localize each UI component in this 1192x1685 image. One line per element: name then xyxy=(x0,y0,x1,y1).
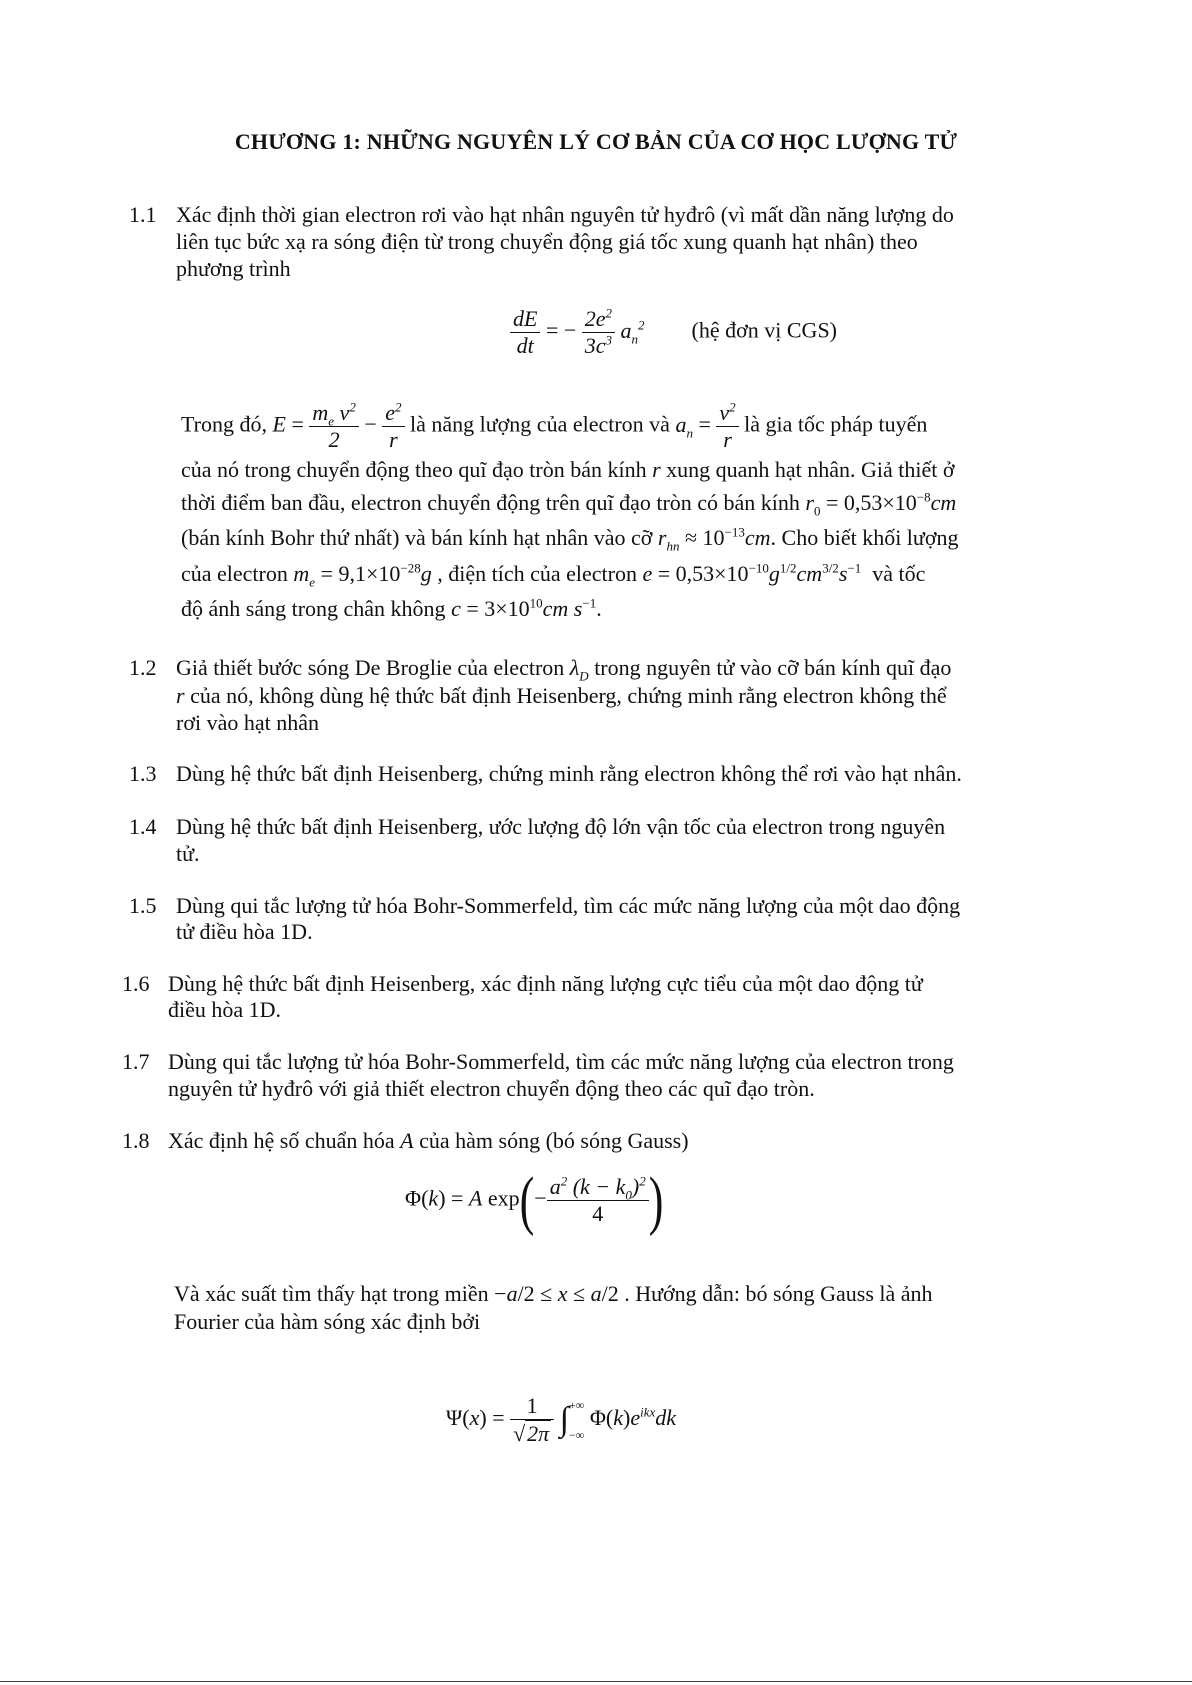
problem-text: điều hòa 1D. xyxy=(168,997,282,1022)
problem-number: 1.5 xyxy=(129,893,157,918)
problem-text-line: Trong đó, E = $\frac{m_e v^2}{2}$ − $\frac{e^2}{r}$ là năng lượng của electron và $a_n$ = $\frac{v^2}{r}$ là gia tốc pháp tuyến xyxy=(181,399,928,452)
problem-text-line: Và xác suất tìm thấy hạt trong miền −a/2 ≤ x ≤ a/2 . Hướng dẫn: bó sóng Gauss là ảnh xyxy=(174,1281,933,1306)
problem-text-line: độ ánh sáng trong chân không $c = 3\times 10^{10}cm$ $s^{-1}$. xyxy=(181,595,602,621)
problem-number: 1.8 xyxy=(122,1128,150,1153)
problem-text-line: r của nó, không dùng hệ thức bất định Heisenberg, chứng minh rằng electron không thể xyxy=(176,683,947,708)
problem-text-line: của electron $m_e = 9,1\times 10^{-28}g$ , điện tích của electron $e = 0,53\times 10^{-10}g^{1/2}cm^{3/2}s^{-1}$ và tốc xyxy=(181,560,926,590)
problem-text: Dùng qui tắc lượng tử hóa Bohr-Sommerfeld, tìm các mức năng lượng của một dao động xyxy=(176,893,961,918)
problem-text: Dùng qui tắc lượng tử hóa Bohr-Sommerfeld, tìm các mức năng lượng của electron trong xyxy=(168,1049,954,1074)
problem-text: rơi vào hạt nhân xyxy=(176,710,319,735)
equation-gauss-packet: Φ(k) = A exp(− $\frac{a^2 (k - k_0)^2}{4}$ ) xyxy=(405,1163,664,1237)
problem-text-line: thời điểm ban đầu, electron chuyển động trên quĩ đạo tròn có bán kính $r_0 = 0,53\times 10^{-8}cm$ xyxy=(181,489,957,519)
problem-text: Dùng hệ thức bất định Heisenberg, ước lượng độ lớn vận tốc của electron trong nguyên xyxy=(176,814,946,839)
equation-energy-loss: $\frac{dE}{dt}$ = − $\frac{2e^2}{3c^3}$ $a_n^2$ (hệ đơn vị CGS) xyxy=(510,306,837,359)
page-bottom-border xyxy=(0,1681,1192,1682)
problem-text: Dùng hệ thức bất định Heisenberg, chứng minh rằng electron không thể rơi vào hạt nhân. xyxy=(176,761,962,786)
problem-text-line: (bán kính Bohr thứ nhất) và bán kính hạt nhân vào cỡ $r_{hn} \approx 10^{-13}cm$. Cho biết khối lượng xyxy=(181,524,959,554)
problem-number: 1.6 xyxy=(122,971,150,996)
problem-text-line: Xác định hệ số chuẩn hóa A của hàm sóng (bó sóng Gauss) xyxy=(168,1128,689,1153)
problem-text: tử. xyxy=(176,841,200,866)
equation-note: (hệ đơn vị CGS) xyxy=(691,317,838,343)
problem-text-line: của nó trong chuyển động theo quĩ đạo tròn bán kính r xung quanh hạt nhân. Giả thiết ở xyxy=(181,457,955,482)
problem-text-line: Giả thiết bước sóng De Broglie của electron $\lambda_D$ trong nguyên tử vào cỡ bán kính quĩ đạo xyxy=(176,655,952,684)
problem-number: 1.4 xyxy=(129,814,157,839)
problem-text: Fourier của hàm sóng xác định bởi xyxy=(174,1309,481,1334)
equation-fourier: Ψ(x) = $\frac{1}{√2\pi}$ ∫+∞ −∞ $\Phi(k)e^{ikx}dk$ xyxy=(446,1393,677,1446)
problem-text: Xác định thời gian electron rơi vào hạt nhân nguyên tử hyđrô (vì mất dần năng lượng do xyxy=(176,202,954,227)
problem-number: 1.7 xyxy=(122,1049,150,1074)
problem-number: 1.1 xyxy=(129,202,157,227)
problem-text: liên tục bức xạ ra sóng điện từ trong chuyển động giá tốc xung quanh hạt nhân) theo xyxy=(176,229,918,254)
problem-text: tử điều hòa 1D. xyxy=(176,919,313,944)
problem-text: nguyên tử hyđrô với giả thiết electron chuyển động theo các quĩ đạo tròn. xyxy=(168,1076,815,1101)
problem-number: 1.2 xyxy=(129,655,157,680)
problem-text: phương trình xyxy=(176,256,291,281)
page-title: CHƯƠNG 1: NHỮNG NGUYÊN LÝ CƠ BẢN CỦA CƠ HỌC LƯỢNG TỬ xyxy=(234,129,958,154)
problem-number: 1.3 xyxy=(129,761,157,786)
problem-text: Dùng hệ thức bất định Heisenberg, xác định năng lượng cực tiểu của một dao động tử xyxy=(168,971,923,996)
